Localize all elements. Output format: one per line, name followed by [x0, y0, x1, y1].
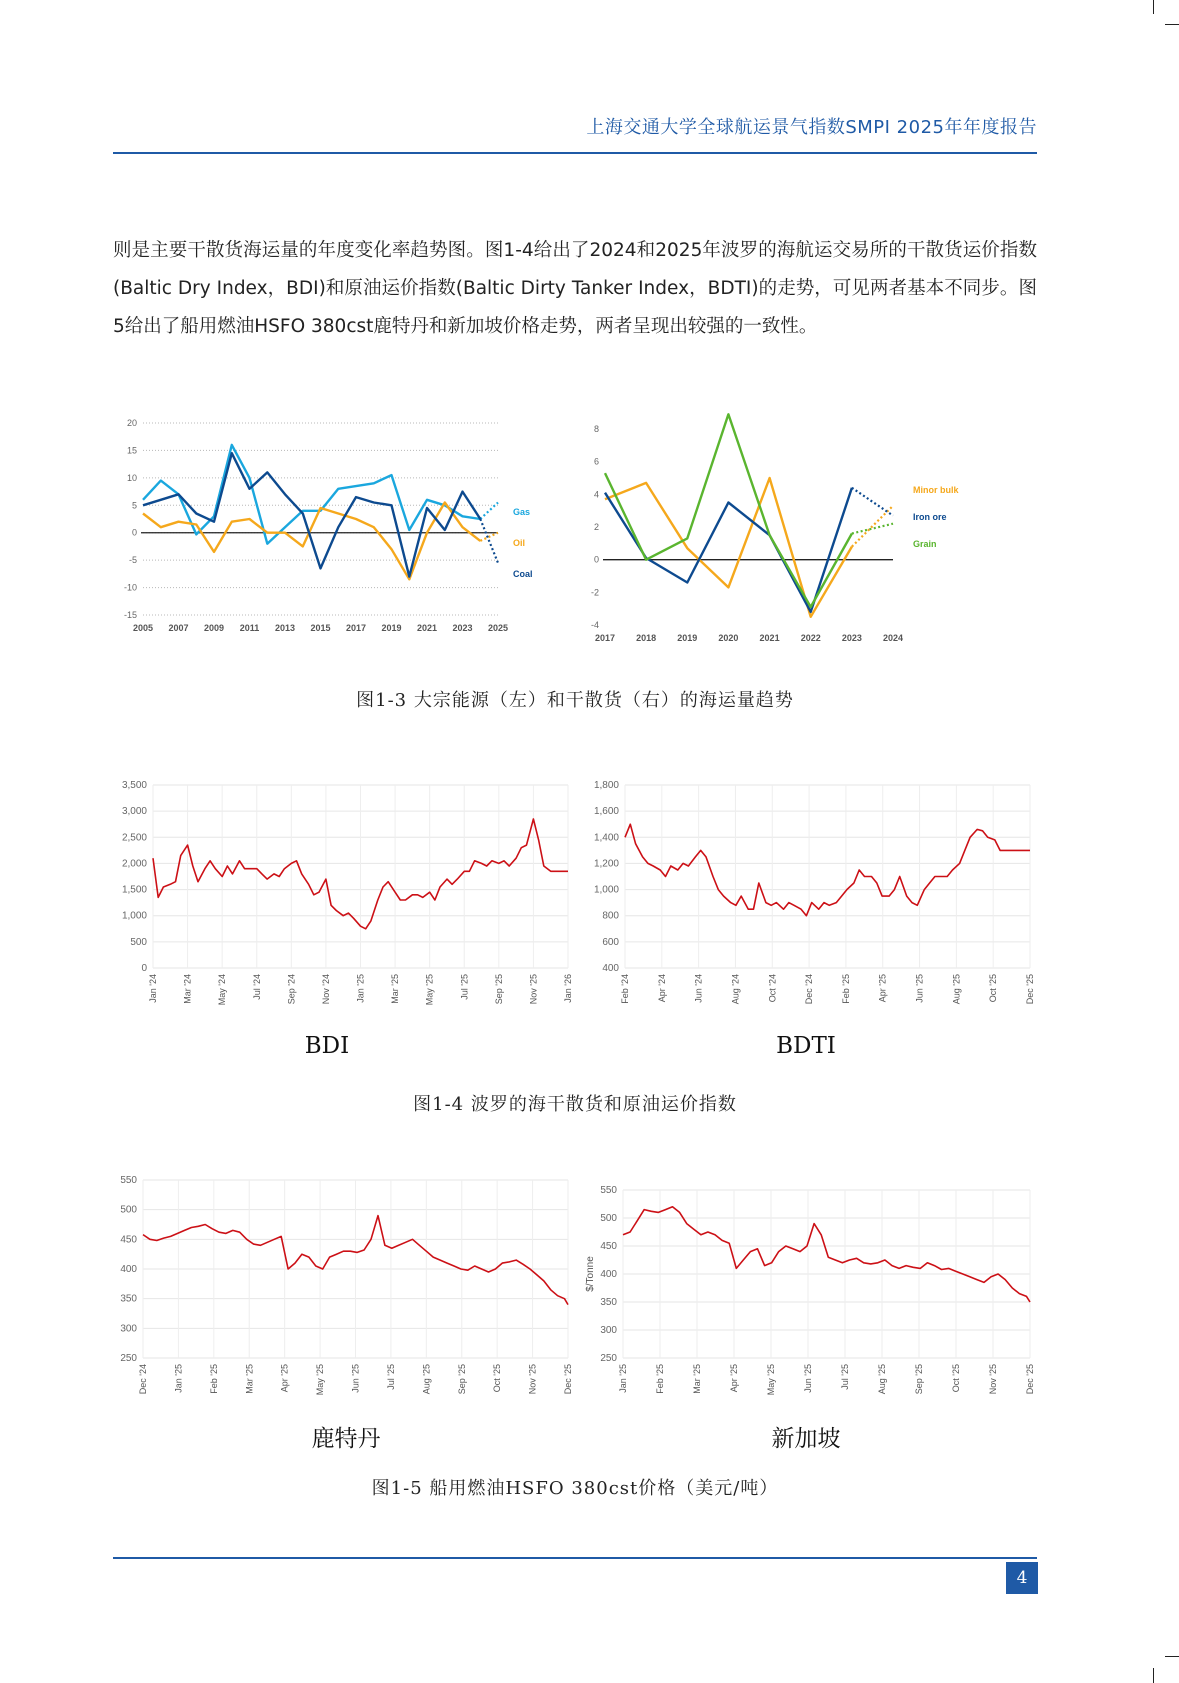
y-tick-label: 450 [600, 1241, 617, 1252]
x-tick-label: 2017 [594, 633, 616, 643]
y-tick-label: 400 [600, 1269, 617, 1280]
legend-entry: Minor bulk [913, 485, 959, 495]
x-tick-label: 2023 [841, 633, 862, 643]
y-tick-label: 1,500 [121, 884, 147, 896]
x-tick-label: Jun '25 [350, 1364, 361, 1393]
y-tick-label: 550 [120, 1175, 137, 1186]
crop-mark [1153, 1668, 1154, 1683]
x-tick-label: 2025 [487, 623, 509, 633]
x-tick-label: Jan '25 [618, 1364, 628, 1393]
crop-mark [1165, 24, 1179, 25]
x-tick-label: Dec '25 [563, 1364, 573, 1395]
y-tick-label: 4 [593, 489, 599, 500]
y-tick-label: 400 [120, 1264, 137, 1275]
caption-fig1-5: 图1-5 船用燃油HSFO 380cst价格（美元/吨） [371, 1478, 779, 1499]
x-tick-label: Mar '24 [182, 974, 193, 1004]
x-tick-label: Mar '25 [244, 1364, 255, 1394]
x-tick-label: 2009 [203, 623, 225, 633]
x-tick-label: Jan '26 [563, 974, 573, 1003]
x-tick-label: 2021 [416, 623, 438, 633]
chart-bdi [113, 775, 583, 1015]
x-tick-label: Aug '25 [421, 1364, 432, 1395]
x-tick-label: Apr '24 [656, 974, 667, 1003]
x-tick-label: Jun '25 [914, 974, 925, 1003]
x-tick-label: May '24 [217, 974, 228, 1006]
y-tick-label: 500 [600, 1213, 617, 1224]
caption-fig1-3: 图1-3 大宗能源（左）和干散货（右）的海运量趋势 [356, 690, 794, 711]
chart-singapore [583, 1170, 1038, 1410]
chart-bdi-svg [113, 775, 583, 1015]
x-tick-label: Feb '25 [840, 974, 851, 1004]
x-tick-label: Nov '25 [988, 1364, 998, 1395]
x-tick-label: 2011 [239, 623, 260, 633]
y-tick-label: 0 [593, 554, 599, 565]
x-tick-label: Jul '24 [251, 974, 262, 1000]
x-tick-label: Sep '24 [286, 974, 297, 1005]
legend-entry: Gas [513, 507, 531, 517]
x-tick-label: Dec '25 [1025, 1364, 1035, 1395]
y-tick-label: 800 [602, 910, 619, 922]
label-bdti: BDTI [776, 1033, 836, 1059]
x-tick-label: 2018 [636, 633, 657, 643]
series-line-coal [143, 453, 480, 576]
legend-entry: Oil [513, 538, 526, 548]
x-tick-label: Dec '24 [804, 974, 815, 1005]
legend-entry: Iron ore [913, 512, 947, 522]
y-tick-label: 500 [120, 1204, 137, 1216]
x-tick-label: Jul '25 [385, 1364, 396, 1390]
page-number: 4 [1006, 1562, 1038, 1594]
x-tick-label: Mar '25 [692, 1364, 702, 1394]
y-tick-label: 10 [126, 472, 137, 483]
y-tick-label: -4 [590, 620, 599, 630]
y-tick-label: 350 [600, 1297, 617, 1308]
x-tick-label: 2024 [882, 633, 904, 643]
x-tick-label: 2020 [718, 633, 739, 643]
y-tick-label: 20 [126, 418, 137, 428]
series-line-grain [605, 414, 852, 607]
x-tick-label: Aug '25 [877, 1364, 887, 1395]
y-tick-label: 1,200 [593, 858, 619, 870]
y-tick-label: 500 [130, 936, 147, 948]
y-tick-label: -10 [123, 582, 137, 593]
x-tick-label: Jul '25 [840, 1364, 850, 1390]
y-tick-label: 1,400 [593, 832, 619, 844]
x-tick-label: Jan '25 [173, 1364, 184, 1393]
x-tick-label: Nov '24 [320, 974, 331, 1005]
label-bdi: BDI [304, 1033, 350, 1059]
y-tick-label: 350 [120, 1293, 137, 1305]
y-tick-label: 0 [131, 527, 137, 538]
x-tick-label: 2019 [381, 623, 402, 633]
x-tick-label: Oct '25 [951, 1364, 961, 1393]
y-tick-label: 300 [600, 1325, 617, 1336]
x-tick-label: 2007 [168, 623, 189, 633]
x-tick-label: 2005 [132, 623, 154, 633]
x-tick-label: Jan '24 [148, 974, 158, 1003]
x-tick-label: May '25 [766, 1364, 776, 1396]
y-tick-label: -15 [123, 610, 137, 620]
series-projection [480, 519, 498, 563]
x-tick-label: Oct '24 [767, 974, 778, 1003]
chart-singapore-svg [583, 1170, 1038, 1410]
body-paragraph: 则是主要干散货海运量的年度变化率趋势图。图1-4给出了2024和2025年波罗的海航运交易所的干散货运价指数(Baltic Dry Index，BDI)和原油运价指数(Baltic Dirty Tanker Index，BDTI)的走势，可见两者基本不同步。图5给出了船用燃油HSFO 380cst鹿特丹和新加坡价格走势，两者呈现出较强的一致性。 [113, 240, 1037, 337]
y-tick-label: 5 [131, 500, 137, 511]
chart-bdti-svg [583, 775, 1038, 1015]
x-tick-label: Dec '25 [1025, 974, 1035, 1005]
series-line-bdti [625, 824, 1030, 916]
x-tick-label: 2022 [800, 633, 821, 643]
y-tick-label: 550 [600, 1185, 617, 1196]
label-rotterdam: 鹿特丹 [311, 1426, 381, 1452]
x-tick-label: Apr '25 [279, 1364, 290, 1393]
y-tick-label: 1,000 [121, 910, 147, 922]
x-tick-label: Dec '24 [138, 1364, 148, 1395]
y-tick-label: -5 [128, 555, 137, 566]
chart-rotterdam [113, 1170, 583, 1410]
y-tick-label: 300 [120, 1323, 137, 1335]
x-tick-label: Nov '25 [528, 974, 539, 1005]
series-projection [852, 488, 893, 516]
x-tick-label: 2013 [274, 623, 296, 633]
y-tick-label: 250 [120, 1353, 137, 1364]
x-tick-label: Jul '25 [459, 974, 470, 1000]
chart-energy [113, 415, 583, 655]
x-tick-label: Apr '25 [729, 1364, 739, 1393]
caption-fig1-4: 图1-4 波罗的海干散货和原油运价指数 [413, 1094, 737, 1115]
x-tick-label: Feb '25 [655, 1364, 665, 1394]
chart-energy-svg [113, 415, 583, 655]
x-tick-label: Oct '25 [988, 974, 999, 1003]
chart-drybulk [583, 415, 1033, 655]
report-header-title: 上海交通大学全球航运景气指数SMPI 2025年年度报告 [586, 117, 1037, 138]
series-projection [852, 524, 893, 534]
x-tick-label: Apr '25 [877, 974, 888, 1003]
y-tick-label: 450 [120, 1234, 137, 1246]
chart-drybulk-svg [583, 415, 1033, 655]
label-singapore: 新加坡 [771, 1426, 841, 1452]
x-tick-label: Aug '24 [730, 974, 741, 1005]
x-tick-label: Feb '24 [620, 974, 630, 1004]
crop-mark [1165, 1656, 1179, 1657]
y-tick-label: 8 [593, 424, 599, 434]
x-tick-label: Nov '25 [527, 1364, 538, 1395]
y-tick-label: 1,600 [593, 806, 619, 818]
x-tick-label: May '25 [315, 1364, 326, 1396]
footer-rule [113, 1557, 1037, 1559]
x-tick-label: 2021 [759, 633, 780, 643]
y-tick-label: 1,000 [593, 884, 619, 896]
y-tick-label: 250 [600, 1353, 617, 1364]
series-line-singapore [623, 1207, 1030, 1302]
y-tick-label: 15 [126, 445, 137, 456]
y-tick-label: 3,000 [121, 806, 147, 818]
x-tick-label: Sep '25 [914, 1364, 924, 1395]
x-tick-label: Sep '25 [493, 974, 504, 1005]
legend-entry: Grain [913, 539, 937, 549]
chart-bdti [583, 775, 1038, 1015]
legend-entry: Coal [513, 569, 533, 579]
y-tick-label: 2,000 [121, 858, 147, 870]
chart-rotterdam-svg [113, 1170, 583, 1410]
y-tick-label: 2,500 [121, 832, 147, 844]
series-projection [480, 533, 498, 541]
body-text [113, 232, 1037, 346]
y-tick-label: 1,800 [593, 780, 619, 791]
y-tick-label: 600 [602, 936, 619, 948]
x-tick-label: Oct '25 [492, 1364, 503, 1393]
x-tick-label: 2019 [677, 633, 698, 643]
x-tick-label: Mar '25 [390, 974, 401, 1004]
x-tick-label: Jun '24 [693, 974, 704, 1003]
y-tick-label: 3,500 [121, 780, 147, 791]
x-tick-label: 2015 [310, 623, 331, 633]
x-tick-label: Sep '25 [456, 1364, 467, 1395]
x-tick-label: May '25 [424, 974, 435, 1006]
y-tick-label: 6 [593, 456, 599, 467]
x-tick-label: Aug '25 [951, 974, 962, 1005]
x-tick-label: 2023 [452, 623, 473, 633]
y-axis-label: $/Tonne [585, 1256, 596, 1292]
header-rule [113, 152, 1037, 154]
x-tick-label: 2017 [345, 623, 367, 633]
x-tick-label: Jun '25 [803, 1364, 813, 1393]
y-tick-label: 400 [602, 963, 619, 974]
x-tick-label: Jan '25 [355, 974, 366, 1003]
crop-mark [1153, 0, 1154, 14]
y-tick-label: 2 [593, 522, 599, 532]
x-tick-label: Feb '25 [208, 1364, 219, 1394]
y-tick-label: -2 [590, 587, 599, 598]
y-tick-label: 0 [141, 963, 147, 974]
